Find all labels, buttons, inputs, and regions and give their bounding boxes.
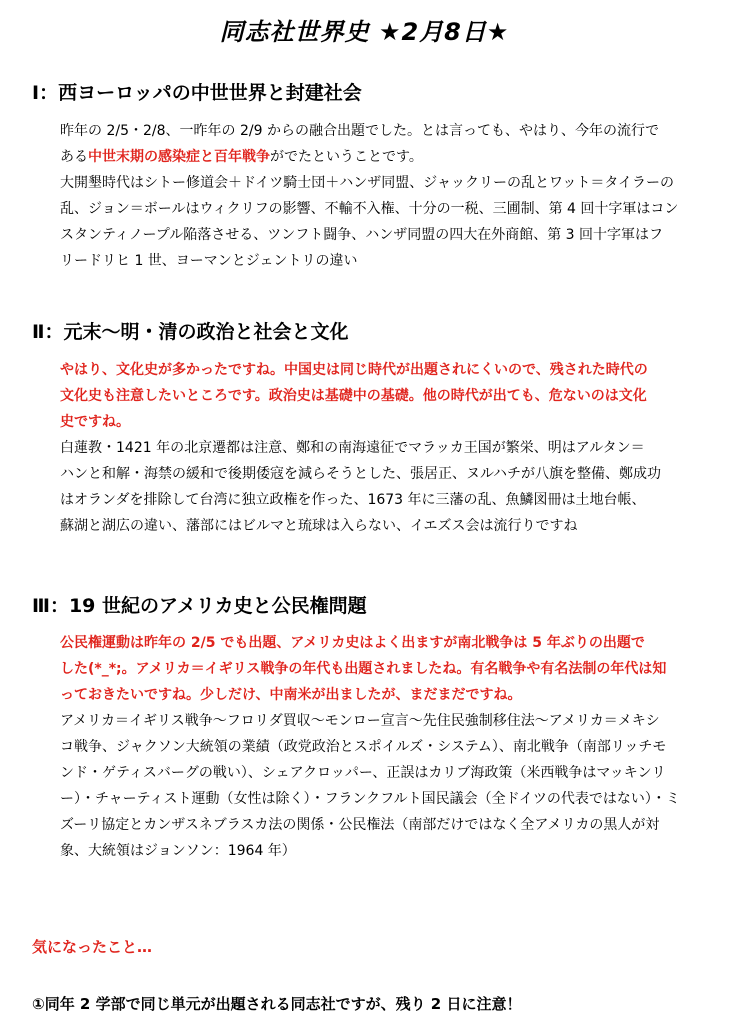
section-2-heading: Ⅱ：元末～明・清の政治と社会と文化 (32, 321, 349, 343)
section-3-body-line: ンド・ゲティスバーグの戦い）、シェアクロッパー、正誤はカリブ海政策（米西戦争はマッキンリ (60, 765, 666, 781)
section-3-summary-line: っておきたいですね。少しだけ、中南米が出ましたが、まだまだですね。 (60, 687, 522, 703)
section-1-highlight: 中世末期の感染症と百年戦争 (88, 149, 270, 165)
section-3-body-line: 象、大統領はジョンソン：1964 年） (60, 843, 296, 859)
section-3-summary-line: した(*_*;。アメリカ＝イギリス戦争の年代も出題されましたね。有名戦争や有名法制の年代は知 (60, 661, 667, 677)
section-2-body-line: 白蓮教・1421 年の北京遷都は注意、鄭和の南海遠征でマラッカ王国が繁栄、明はアルタン＝ (60, 440, 645, 456)
section-1-body-line: スタンティノープル陥落させる、ツンフト闘争、ハンザ同盟の四大在外商館、第 3 回十字軍はフ (60, 227, 664, 243)
section-1-intro-lead: ある (60, 149, 88, 165)
section-2-summary (60, 357, 648, 435)
section-1-intro (60, 118, 659, 170)
section-3-summary-line: 公民権運動は昨年の 2/5 でも出題、アメリカ史はよく出ますが南北戦争は 5 年ぶりの出題で (60, 635, 645, 651)
section-1-body-line: リードリヒ 1 世、ヨーマンとジェントリの違い (60, 253, 358, 269)
section-3-summary (60, 630, 666, 708)
notes-label: 気になったこと… (32, 938, 153, 956)
section-2-body-line: ハンと和解・海禁の緩和で後期倭寇を減らそうとした、張居正、ヌルハチが八旗を整備、鄭成功 (60, 466, 662, 482)
section-3-body-line: ー）・チャーティスト運動（女性は除く）・フランクフルト国民議会（全ドイツの代表ではない）・ミ (60, 791, 680, 807)
section-3-body-line: ズーリ協定とカンザスネブラスカ法の関係・公民権法（南部だけではなく全アメリカの黒人が対 (60, 817, 660, 833)
section-2-body-line: はオランダを排除して台湾に独立政権を作った、1673 年に三藩の乱、魚鱗図冊は土地台帳、 (60, 492, 646, 508)
section-1-intro-tail: がでたということです。 (270, 149, 423, 165)
section-2-summary-line: やはり、文化史が多かったですね。中国史は同じ時代が出題されにくいので、残された時代の (60, 362, 648, 378)
section-3-heading: Ⅲ：19 世紀のアメリカ史と公民権問題 (32, 595, 367, 617)
section-2-summary-line: 文化史も注意したいところです。政治史は基礎中の基礎。他の時代が出ても、危ないのは文化 (60, 388, 647, 404)
section-2-body (60, 435, 661, 539)
section-1-intro-line: 昨年の 2/5・2/8、一昨年の 2/9 からの融合出題でした。とは言っても、やはり、今年の流行で (60, 123, 659, 139)
section-1-body-line: 大開墾時代はシトー修道会＋ドイツ騎士団＋ハンザ同盟、ジャックリーの乱とワット＝タイラーの (60, 175, 675, 191)
section-1-heading: Ⅰ：西ヨーロッパの中世世界と封建社会 (32, 82, 362, 104)
section-2-body-line: 蘇湖と湖広の違い、藩部にはビルマと琉球は入らない、イエズス会は流行りですね (60, 518, 578, 534)
page-title: 同志社世界史 ★2月8日★ (219, 18, 510, 46)
section-1-body (60, 170, 678, 274)
section-1-intro-line (60, 144, 659, 170)
section-3-body-line: コ戦争、ジャクソン大統領の業績（政党政治とスポイルズ・システム）、南北戦争（南部リッチモ (60, 739, 667, 755)
section-2-summary-line: 史ですね。 (60, 414, 130, 430)
section-1-body-line: 乱、ジョン＝ボールはウィクリフの影響、不輸不入権、十分の一税、三圃制、第 4 回十字軍はコン (60, 201, 679, 217)
notes-item: ①同年 2 学部で同じ単元が出題される同志社ですが、残り 2 日に注意！ (32, 995, 522, 1013)
section-3-body (60, 708, 680, 864)
section-3-body-line: アメリカ＝イギリス戦争～フロリダ買収～モンロー宣言～先住民強制移住法～アメリカ＝メキシ (60, 713, 660, 729)
